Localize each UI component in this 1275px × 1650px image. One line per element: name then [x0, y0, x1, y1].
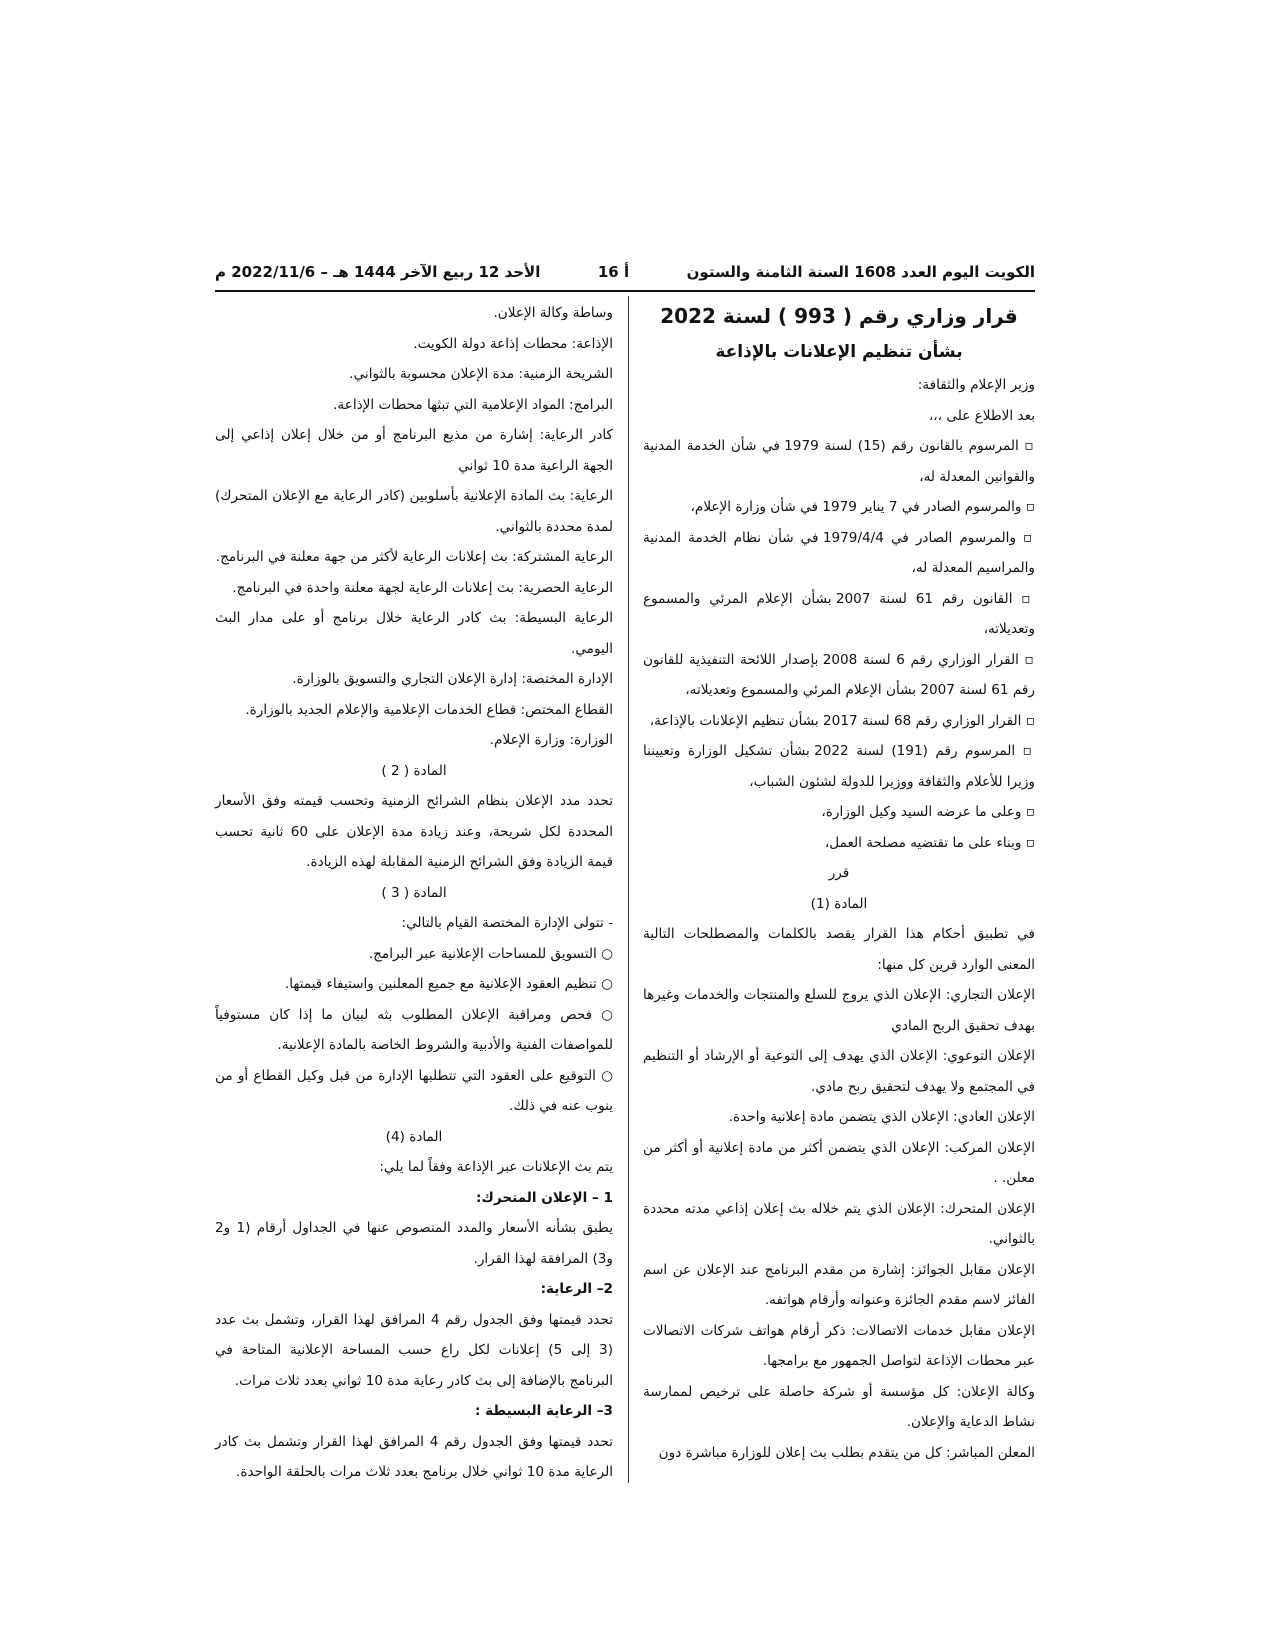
definition: كادر الرعاية: إشارة من مذيع البرنامج أو من خلال إعلان إذاعي إلى الجهة الراعية مدة 10 ثواني [215, 427, 613, 474]
definition: الإعلان التوعوي: الإعلان الذي يهدف إلى التوعية أو الإرشاد أو التنظيم في المجتمع ولا يهدف لتحقيق ربح مادي. [643, 1048, 1035, 1095]
section-1-text: يطبق بشأنه الأسعار والمدد المنصوص عنها في الجداول أرقام (1 و2 و3) المرافقة لهذا القرار. [215, 1220, 613, 1267]
article-2-text: تحدد مدد الإعلان بنظام الشرائح الزمنية وتحسب قيمته وفق الأسعار المحددة لكل شريحة، وعند زيادة مدة الإعلان على 60 ثانية تحسب قيمة الزيادة وفق الشرائح الزمنية المقابلة لهذه الزيادة. [215, 793, 613, 870]
definition: الإعلان مقابل الجوائز: إشارة من مقدم البرنامج عند الإعلان عن اسم الفائز لاسم مقدم الجائزة وعنوانه وأرقام هواتفه. [643, 1261, 1035, 1308]
definition: البرامج: المواد الإعلامية التي تبثها محطات الإذاعة. [333, 396, 613, 413]
article-4-heading: المادة (4) [385, 1128, 443, 1145]
definition: الإعلان العادي: الإعلان الذي يتضمن مادة إعلانية واحدة. [728, 1109, 1035, 1125]
preamble-item: ▫ المرسوم بالقانون رقم (15) لسنة 1979 في شأن الخدمة المدنية والقوانين المعدلة له، [643, 438, 1035, 485]
definition: وكالة الإعلان: كل مؤسسة أو شركة حاصلة على ترخيص لممارسة نشاط الدعاية والإعلان. [643, 1383, 1035, 1430]
article-3-item: ○ فحص ومراقبة الإعلان المطلوب بثه لبيان ما إذا كان مستوفياً للمواصفات الفنية والأدبية والشروط الخاصة بالمادة الإعلانية. [215, 1006, 613, 1053]
preamble-item: ▫ وبناء على ما تقتضيه مصلحة العمل، [824, 834, 1035, 851]
preamble-item: ▫ القرار الوزاري رقم 6 لسنة 2008 بإصدار اللائحة التنفيذية للقانون رقم 61 لسنة 2007 بشأن الإعلام المرئي والمسموع وتعديلاته، [643, 651, 1035, 698]
section-3-title: 3– الرعاية البسيطة : [474, 1403, 613, 1419]
definition: الإعلان المتحرك: الإعلان الذي يتم خلاله بث إعلان إذاعي مدته محددة بالثواني. [643, 1200, 1035, 1247]
definition: الإعلان التجاري: الإعلان الذي يروج للسلع والمنتجات والخدمات وغيرها بهدف تحقيق الربح المادي [643, 987, 1035, 1034]
preamble-item: ▫ القرار الوزاري رقم 68 لسنة 2017 بشأن تنظيم الإعلانات بالإذاعة، [649, 712, 1035, 729]
header-page-number: أ 16 [597, 263, 630, 281]
article-4-intro: يتم بث الإعلانات عبر الإذاعة وفقاً لما يلي: [379, 1159, 613, 1175]
page-header [215, 259, 1035, 285]
definition: الوزارة: وزارة الإعلام. [489, 732, 613, 748]
definition: الرعاية الحصرية: بث إعلانات الرعاية لجهة معلنة واحدة في البرنامج. [232, 579, 613, 596]
header-rule [215, 290, 1035, 292]
definition: الإعلان مقابل خدمات الاتصالات: ذكر أرقام هواتف شركات الاتصالات عبر محطات الإذاعة لتواصل الجمهور مع برامجها. [643, 1322, 1035, 1369]
definition: الرعاية: بث المادة الإعلانية بأسلوبين (كادر الرعاية مع الإعلان المتحرك) لمدة محددة بالثواني. [215, 488, 613, 535]
section-3-text: تحدد قيمتها وفق الجدول رقم 4 المرافق لهذا القرار وتشمل بث كادر الرعاية مدة 10 ثواني خلال برنامج بعدد ثلاث مرات بالحلقة الواحدة. [215, 1433, 613, 1480]
minister-line: وزير الإعلام والثقافة: [917, 377, 1035, 393]
definition: الإعلان المركب: الإعلان الذي يتضمن أكثر من مادة إعلانية أو أكثر من معلن. . [643, 1139, 1035, 1186]
article-3-item: ○ التسويق للمساحات الإعلانية عبر البرامج. [368, 945, 613, 962]
preamble-item: ▫ والمرسوم الصادر في 1979/4/4 في شأن نظام الخدمة المدنية والمراسيم المعدلة له، [643, 529, 1035, 576]
preamble-item: ▫ وعلى ما عرضه السيد وكيل الوزارة، [821, 804, 1035, 820]
decided-heading: قرر [828, 865, 850, 881]
article-1-heading: المادة (1) [810, 895, 868, 912]
article-2-heading: المادة ( 2 ) [381, 762, 447, 779]
article-3-heading: المادة ( 3 ) [381, 884, 447, 901]
left-column [215, 298, 613, 1488]
definition: الإذاعة: محطات إذاعة دولة الكويت. [413, 335, 613, 352]
definition: المعلن المباشر: كل من يتقدم بطلب بث إعلان للوزارة مباشرة دون [658, 1444, 1035, 1461]
article-3-item: ○ التوقيع على العقود التي تتطلبها الإدارة من قبل وكيل القطاع أو من ينوب عنه في ذلك. [215, 1067, 613, 1114]
decree-subtitle: بشأن تنظيم الإعلانات بالإذاعة [715, 342, 963, 362]
right-column [643, 298, 1035, 1468]
preamble-item: ▫ القانون رقم 61 لسنة 2007 بشأن الإعلام المرئي والمسموع وتعديلاته، [643, 590, 1035, 637]
definition: وساطة وكالة الإعلان. [493, 305, 613, 321]
after-review-line: بعد الاطلاع على ،،، [928, 407, 1035, 424]
article-3-item: ○ تنظيم العقود الإعلانية مع جميع المعلنين واستيفاء قيمتها. [284, 976, 613, 992]
header-date: الأحد 12 ربيع الآخر 1444 هـ – 2022/11/6 م [215, 263, 541, 281]
section-2-title: 2– الرعاية: [540, 1281, 613, 1297]
section-2-text: تحدد قيمتها وفق الجدول رقم 4 المرافق لهذا القرار، وتشمل بث عدد (3 إلى 5) إعلانات لكل راع حسب المساحة الإعلانية المتاحة في البرنامج بالإضافة إلى بث كادر رعاية مدة 10 ثواني بعدد ثلاث مرات. [215, 1311, 613, 1389]
definition: الشريحة الزمنية: مدة الإعلان محسوبة بالثواني. [349, 366, 613, 382]
article-1-intro: في تطبيق أحكام هذا القرار يقصد بالكلمات والمصطلحات التالية المعنى الوارد قرين كل منها: [643, 926, 1035, 973]
definition: الإدارة المختصة: إدارة الإعلان التجاري والتسويق بالوزارة. [292, 671, 613, 687]
section-1-title: 1 – الإعلان المتحرك: [475, 1189, 613, 1206]
definition: القطاع المختص: قطاع الخدمات الإعلامية والإعلام الجديد بالوزارة. [245, 701, 613, 718]
preamble-item: ▫ المرسوم رقم (191) لسنة 2022 بشأن تشكيل الوزارة وتعييننا وزيرا للأعلام والثقافة ووزيرا للدولة لشئون الشباب، [643, 743, 1036, 790]
header-issue: الكويت اليوم العدد 1608 السنة الثامنة والستون [686, 263, 1035, 281]
preamble-item: ▫ والمرسوم الصادر في 7 يناير 1979 في شأن وزارة الإعلام، [690, 499, 1035, 515]
decree-title: قرار وزاري رقم ( 993 ) لسنة 2022 [660, 304, 1018, 328]
definition: الرعاية المشتركة: بث إعلانات الرعاية لأكثر من جهة معلنة في البرنامج. [215, 549, 613, 565]
column-divider [628, 296, 629, 1483]
definition: الرعاية البسيطة: بث كادر الرعاية خلال برنامج أو على مدار البث اليومي. [215, 610, 613, 657]
article-3-intro: - تتولى الإدارة المختصة القيام بالتالي: [401, 915, 613, 931]
